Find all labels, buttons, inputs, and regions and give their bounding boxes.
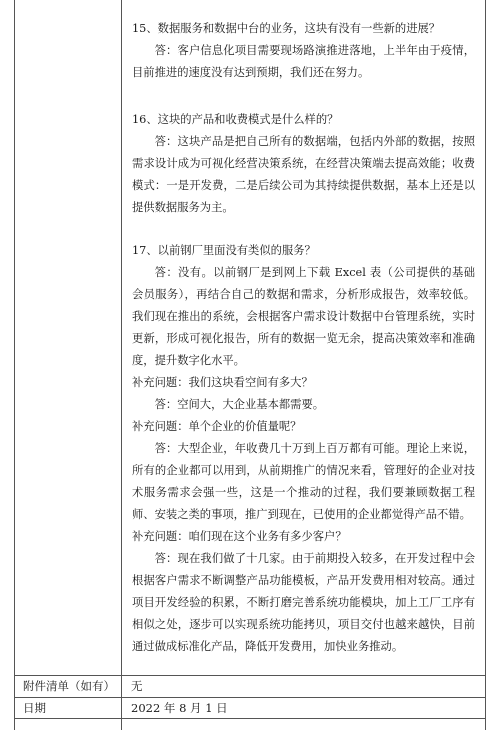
spacer <box>132 84 475 109</box>
question-15: 15、数据服务和数据中台的业务，这块有没有一些新的进展？ <box>132 22 441 35</box>
date-row <box>15 697 485 719</box>
answer-17: 答：没有。以前钢厂是到网上下载 Excel 表（公司提供的基础会员服务），再结合自己的数据和需求，分析形成报告，效率较低。我们现在推出的系统，会根据客户需求设计数据中台管理系统，实时更新，形成可视化报告，所有的数据一览无余，提高决策效率和准确度，提升数字化水平。 <box>132 266 475 367</box>
supplementary-question-1: 补充问题：我们这块看空间有多大？ <box>132 376 313 389</box>
question-17: 17、以前钢厂里面没有类似的服务？ <box>132 244 316 257</box>
supplementary-answer-1: 答：空间大，大企业基本都需要。 <box>154 398 325 411</box>
supplementary-question-2: 补充问题：单个企业的价值量呢？ <box>132 420 302 433</box>
answer-16: 答：这块产品是把自己所有的数据端，包括内外部的数据，按照需求设计成为可视化经营决策系统，在经营决策端去提高效能；收费模式：一是开发费，二是后续公司为其持续提供数据，基本上还是以提供数据服务为主。 <box>132 135 475 214</box>
spacer <box>132 219 475 240</box>
label-column <box>15 0 122 730</box>
supplementary-question-3: 补充问题：咱们现在这个业务有多少客户？ <box>132 530 347 543</box>
date-label: 日期 <box>23 701 46 715</box>
supplementary-answer-2: 答：大型企业，年收费几十万到上百万都有可能。理论上来说，所有的企业都可以用到，从前期推广的情况来看，管理好的企业对技术服务需求会强一些，这是一个推动的过程，我们要兼顾数据工程师、安装之类的事项，推广到现在，已使用的企业都觉得产品不错。 <box>132 442 475 521</box>
attachment-value: 无 <box>131 679 143 693</box>
supplementary-answer-3: 答：现在我们做了十几家。由于前期投入较多，在开发过程中会根据客户需求不断调整产品功能模板，产品开发费用相对较高。通过项目开发经验的积累，不断打磨完善系统功能模块，加上工厂工序有相似之处，逐步可以实现系统功能拷贝，项目交付也越来越快，目前通过做成标准化产品，降低开发费用，加快业务推动。 <box>132 552 475 653</box>
answer-15: 答：客户信息化项目需要现场路演推进落地，上半年由于疫情，目前推进的速度没有达到预期，我们还在努力。 <box>132 44 475 79</box>
qa-content-cell <box>122 0 485 675</box>
attachment-label: 附件清单（如有） <box>23 679 115 693</box>
question-16: 16、这块的产品和收费模式是什么样的？ <box>132 113 339 126</box>
date-value: 2022 年 8 月 1 日 <box>131 701 228 715</box>
attachment-row <box>15 675 485 697</box>
document-table <box>14 0 486 730</box>
